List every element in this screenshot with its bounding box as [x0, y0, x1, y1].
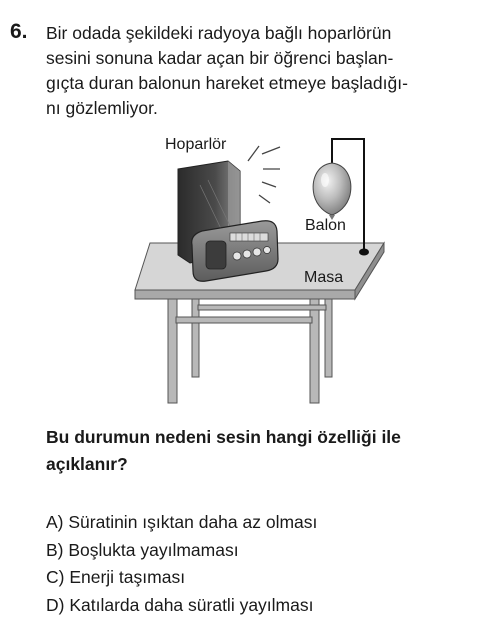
sound-waves-icon — [248, 146, 280, 203]
question-number: 6. — [10, 20, 28, 43]
speaker-label: Hoparlör — [165, 136, 227, 153]
balloon-label: Balon — [305, 217, 346, 234]
prompt-line: Bu durumun nedeni sesin hangi özelliği ile — [46, 427, 401, 447]
question-prompt — [46, 424, 482, 478]
question-line: sesini sonuna kadar açan bir öğrenci başlan- — [46, 48, 394, 68]
question-line: Bir odada şekildeki radyoya bağlı hoparlörün — [46, 23, 392, 43]
experiment-illustration — [0, 125, 490, 410]
question-line: gıçta duran balonun hareket etmeye başladığı- — [46, 73, 408, 93]
table-label: Masa — [304, 269, 344, 286]
table-legs — [168, 285, 332, 403]
question-text — [46, 21, 482, 121]
option-c[interactable]: C) Enerji taşıması — [46, 567, 186, 587]
option-d[interactable]: D) Katılarda daha süratli yayılması — [46, 594, 314, 615]
option-b[interactable]: B) Boşlukta yayılmaması — [46, 539, 239, 560]
prompt-line: açıklanır? — [46, 454, 128, 474]
answer-options — [46, 509, 317, 619]
balloon-icon — [313, 163, 351, 220]
option-a[interactable]: A) Süratinin ışıktan daha az olması — [46, 512, 318, 532]
question-line: nı gözlemliyor. — [46, 98, 158, 118]
